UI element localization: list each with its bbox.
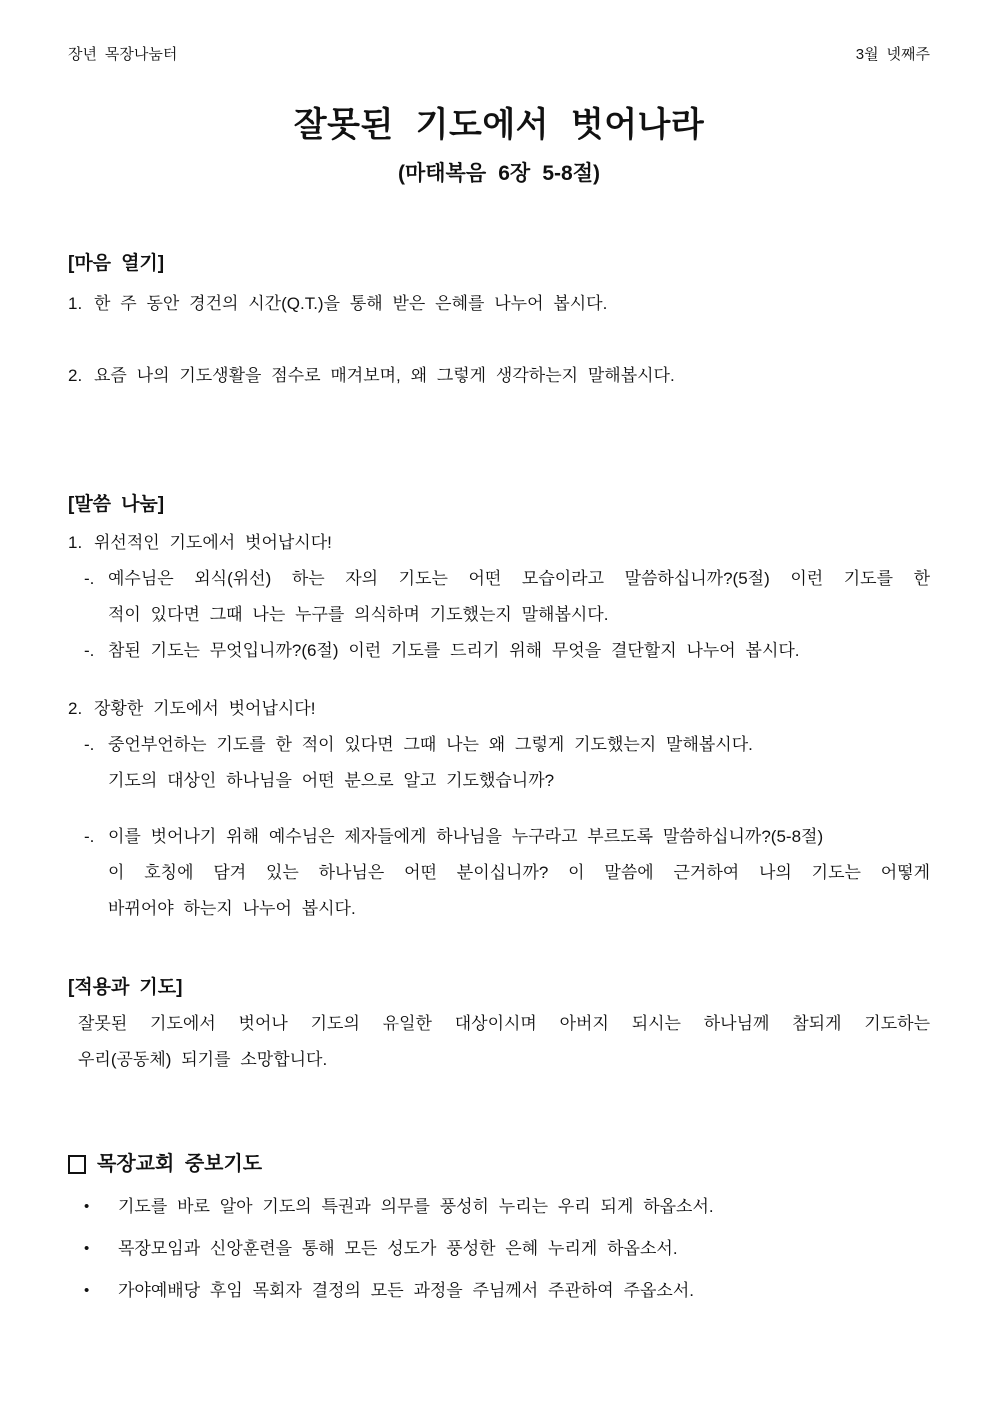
list-item bbox=[84, 1231, 930, 1267]
bullet-text bbox=[108, 633, 930, 669]
item-text: 요즘 나의 기도생활을 점수로 매겨보며, 왜 그렇게 생각하는지 말해봅시다. bbox=[94, 366, 675, 385]
bullet-dot-icon: • bbox=[84, 1198, 90, 1215]
paragraph-line: 잘못된 기도에서 벗어나 기도의 유일한 대상이시며 아버지 되시는 하나님께 참되게 기도하는 bbox=[78, 1014, 930, 1033]
word-sharing-point-2 bbox=[68, 691, 930, 727]
paragraph-line: 우리(공동체) 되기를 소망합니다. bbox=[78, 1050, 328, 1069]
section-heading-mind-opening: [마음 열기] bbox=[68, 253, 165, 274]
page-subtitle: (마태복음 6장 5-8절) bbox=[397, 162, 600, 185]
checkbox-icon bbox=[68, 1155, 86, 1174]
bullet-line: 이를 벗어나기 위해 예수님은 제자들에게 하나님을 누구라고 부르도록 말씀하십니까?(5-8절) bbox=[108, 827, 824, 846]
item-text: 한 주 동안 경건의 시간(Q.T.)을 통해 받은 은혜를 나누어 봅시다. bbox=[94, 294, 608, 313]
bullet-line: 예수님은 외식(위선) 하는 자의 기도는 어떤 모습이라고 말씀하십니까?(5절) 이런 기도를 한 bbox=[108, 569, 930, 588]
intercession-heading bbox=[68, 1149, 930, 1179]
bullet-dot-icon: • bbox=[84, 1240, 90, 1257]
point2-bullet-1 bbox=[84, 727, 930, 799]
point1-bullet-1 bbox=[84, 561, 930, 633]
word-sharing-point-1 bbox=[68, 525, 930, 561]
bullet-line: 기도의 대상인 하나님을 어떤 분으로 알고 기도했습니까? bbox=[108, 771, 555, 790]
application-paragraph bbox=[68, 1006, 930, 1078]
header-right-label: 3월 넷째주 bbox=[855, 46, 930, 63]
section-heading-application: [적용과 기도] bbox=[68, 977, 183, 998]
list-item-text: 가야예배당 후임 목회자 결정의 모든 과정을 주님께서 주관하여 주옵소서. bbox=[118, 1281, 694, 1300]
item-number: 2. bbox=[68, 366, 83, 385]
bullet-text bbox=[108, 727, 930, 799]
list-item bbox=[84, 1273, 930, 1309]
bullet-line: 참된 기도는 무엇입니까?(6절) 이런 기도를 드리기 위해 무엇을 결단할지 나누어 봅시다. bbox=[108, 641, 800, 660]
intercession-heading-label: 목장교회 중보기도 bbox=[97, 1153, 263, 1175]
section-heading-word-sharing: [말씀 나눔] bbox=[68, 494, 165, 515]
header-left-label: 장년 목장나눔터 bbox=[68, 46, 178, 63]
bullet-marker: -. bbox=[84, 569, 95, 588]
bullet-line: 중언부언하는 기도를 한 적이 있다면 그때 나는 왜 그렇게 기도했는지 말해봅시다. bbox=[108, 735, 753, 754]
page-title: 잘못된 기도에서 벗어나라 bbox=[293, 106, 705, 144]
bullet-dot-icon: • bbox=[84, 1282, 90, 1299]
list-item-text: 목장모임과 신앙훈련을 통해 모든 성도가 풍성한 은혜 누리게 하옵소서. bbox=[118, 1239, 678, 1258]
item-text: 장황한 기도에서 벗어납시다! bbox=[94, 699, 316, 718]
item-text: 위선적인 기도에서 벗어납시다! bbox=[94, 533, 332, 552]
bullet-line: 적이 있다면 그때 나는 누구를 의식하며 기도했는지 말해봅시다. bbox=[108, 605, 609, 624]
bullet-line: 바뀌어야 하는지 나누어 봅시다. bbox=[108, 899, 356, 918]
list-item bbox=[84, 1189, 930, 1225]
point1-bullet-2 bbox=[84, 633, 930, 669]
intercession-list bbox=[68, 1189, 930, 1309]
item-number: 1. bbox=[68, 533, 83, 552]
doc-header bbox=[68, 46, 930, 64]
bullet-text bbox=[108, 819, 930, 927]
mind-opening-item-2 bbox=[68, 358, 930, 394]
item-number: 2. bbox=[68, 699, 83, 718]
list-item-text: 기도를 바로 알아 기도의 특권과 의무를 풍성히 누리는 우리 되게 하옵소서. bbox=[118, 1197, 714, 1216]
mind-opening-item-1 bbox=[68, 286, 930, 322]
item-number: 1. bbox=[68, 294, 83, 313]
bullet-marker: -. bbox=[84, 641, 95, 660]
bullet-line: 이 호칭에 담겨 있는 하나님은 어떤 분이십니까? 이 말씀에 근거하여 나의 기도는 어떻게 bbox=[108, 863, 930, 882]
point2-bullet-2 bbox=[84, 819, 930, 927]
bullet-text bbox=[108, 561, 930, 633]
bullet-marker: -. bbox=[84, 735, 95, 754]
bullet-marker: -. bbox=[84, 827, 95, 846]
